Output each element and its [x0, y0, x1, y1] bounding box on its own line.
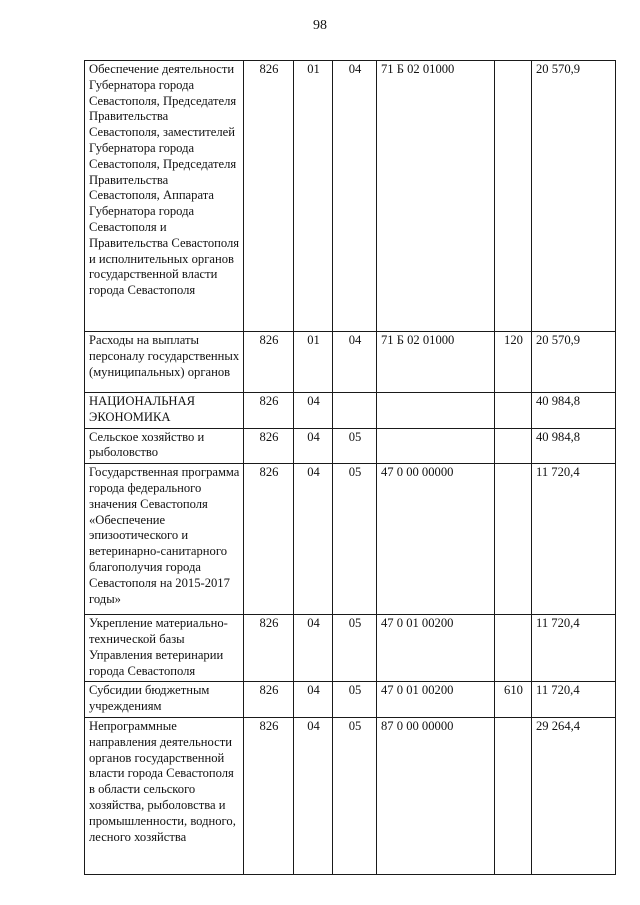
subsection-code-cell: 04 — [333, 332, 377, 393]
ministry-code-cell: 826 — [244, 717, 294, 874]
amount-cell: 29 264,4 — [532, 717, 616, 874]
subsection-code-cell: 05 — [333, 428, 377, 464]
expense-type-cell — [495, 393, 532, 429]
expense-type-cell — [495, 464, 532, 615]
table-row — [85, 615, 616, 682]
expense-type-cell: 610 — [495, 682, 532, 718]
section-code-cell: 04 — [294, 615, 333, 682]
ministry-code-cell: 826 — [244, 61, 294, 332]
table-row — [85, 428, 616, 464]
amount-cell: 11 720,4 — [532, 682, 616, 718]
table-row — [85, 61, 616, 332]
section-code-cell: 04 — [294, 717, 333, 874]
section-code-cell: 04 — [294, 682, 333, 718]
expense-type-cell — [495, 61, 532, 332]
amount-cell: 20 570,9 — [532, 61, 616, 332]
amount-cell: 40 984,8 — [532, 393, 616, 429]
article-code-cell: 87 0 00 00000 — [377, 717, 495, 874]
article-code-cell: 47 0 01 00200 — [377, 682, 495, 718]
ministry-code-cell: 826 — [244, 682, 294, 718]
row-name-cell: Непрограммные направления деятельности органов государственной власти города Севастополя в области сельского хозяйства, рыболовства и промышленности, водного, лесного хозяйства — [85, 717, 244, 874]
table-row — [85, 464, 616, 615]
row-name-cell: Расходы на выплаты персоналу государственных (муниципальных) органов — [85, 332, 244, 393]
expense-type-cell: 120 — [495, 332, 532, 393]
section-code-cell: 04 — [294, 464, 333, 615]
row-name-cell: Укрепление материально-технической базы Управления ветеринарии города Севастополя — [85, 615, 244, 682]
row-name-cell: Государственная программа города федерального значения Севастополя «Обеспечение эпизоотического и ветеринарно-санитарного благополучия города Севастополя на 2015-2017 годы» — [85, 464, 244, 615]
article-code-cell: 47 0 00 00000 — [377, 464, 495, 615]
table-row — [85, 332, 616, 393]
table-row — [85, 393, 616, 429]
ministry-code-cell: 826 — [244, 393, 294, 429]
row-name-cell: Сельское хозяйство и рыболовство — [85, 428, 244, 464]
budget-table — [84, 60, 616, 875]
row-name-cell: Субсидии бюджетным учреждениям — [85, 682, 244, 718]
section-code-cell: 01 — [294, 61, 333, 332]
amount-cell: 40 984,8 — [532, 428, 616, 464]
subsection-code-cell: 05 — [333, 717, 377, 874]
section-code-cell: 04 — [294, 393, 333, 429]
page-number: 98 — [313, 18, 327, 33]
row-name-cell: НАЦИОНАЛЬНАЯ ЭКОНОМИКА — [85, 393, 244, 429]
table-row — [85, 717, 616, 874]
article-code-cell: 71 Б 02 01000 — [377, 61, 495, 332]
subsection-code-cell: 05 — [333, 464, 377, 615]
subsection-code-cell: 05 — [333, 682, 377, 718]
article-code-cell: 71 Б 02 01000 — [377, 332, 495, 393]
section-code-cell: 04 — [294, 428, 333, 464]
section-code-cell: 01 — [294, 332, 333, 393]
subsection-code-cell: 05 — [333, 615, 377, 682]
amount-cell: 11 720,4 — [532, 615, 616, 682]
article-code-cell — [377, 428, 495, 464]
article-code-cell: 47 0 01 00200 — [377, 615, 495, 682]
subsection-code-cell — [333, 393, 377, 429]
expense-type-cell — [495, 615, 532, 682]
row-name-cell: Обеспечение деятельности Губернатора города Севастополя, Председателя Правительства Севастополя, заместителей Губернатора города Севастополя, Председателя Правительства Севастополя, Аппарата Губернатора города Севастополя и Правительства Севастополя и исполнительных органов государственной власти города Севастополя — [85, 61, 244, 332]
amount-cell: 20 570,9 — [532, 332, 616, 393]
ministry-code-cell: 826 — [244, 332, 294, 393]
ministry-code-cell: 826 — [244, 615, 294, 682]
amount-cell: 11 720,4 — [532, 464, 616, 615]
ministry-code-cell: 826 — [244, 428, 294, 464]
expense-type-cell — [495, 428, 532, 464]
table-row — [85, 682, 616, 718]
article-code-cell — [377, 393, 495, 429]
subsection-code-cell: 04 — [333, 61, 377, 332]
ministry-code-cell: 826 — [244, 464, 294, 615]
expense-type-cell — [495, 717, 532, 874]
